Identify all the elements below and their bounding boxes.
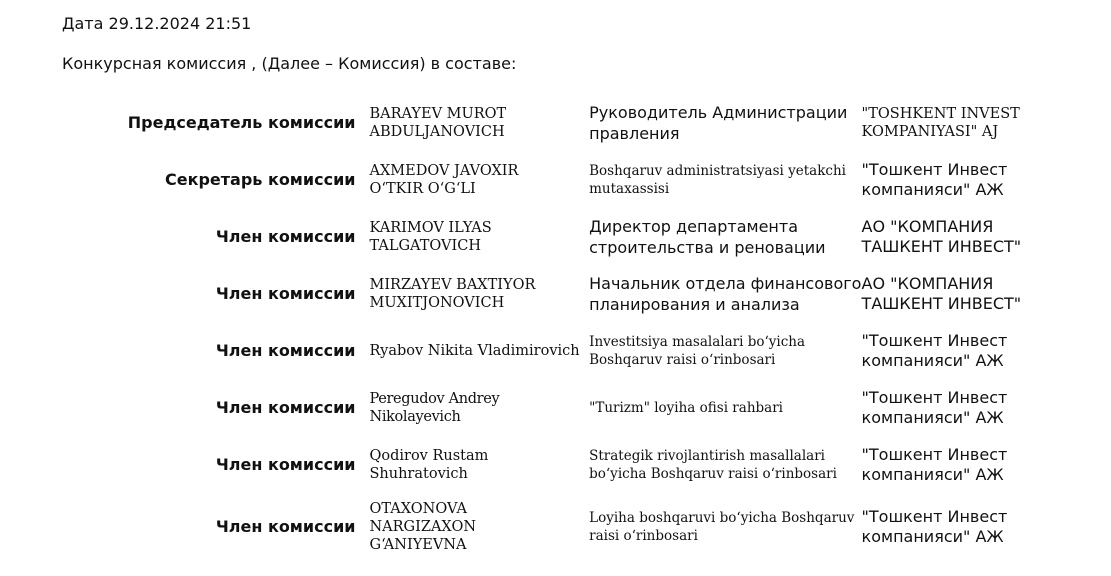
member-role: Член комиссии — [215, 284, 356, 303]
member-position: Investitsiya masalalari bo‘yicha Boshqaruv raisi o‘rinbosari — [589, 333, 806, 368]
member-organization: АО "КОМПАНИЯ ТАШКЕНТ ИНВЕСТ" — [861, 273, 1022, 313]
member-organization: "TOSHKENT INVEST KOMPANIYASI" AJ — [861, 105, 1020, 140]
member-position: "Turizm" loyiha ofisi rahbari — [589, 399, 783, 416]
member-row-secretary — [100, 151, 1111, 208]
member-role: Член комиссии — [215, 341, 356, 360]
member-organization: "Тошкент Инвест компанияси" АЖ — [861, 330, 1008, 370]
commission-intro: Конкурсная комиссия , (Далее – Комиссия) в составе: — [62, 54, 517, 73]
member-position: Руководитель Администрации правления — [589, 102, 848, 143]
member-position: Strategik rivojlantirish masallalari bo‘yicha Boshqaruv raisi o‘rinbosari — [589, 447, 837, 482]
member-name: BARAYEV MUROT ABDULJANOVICH — [369, 105, 507, 140]
member-row — [100, 322, 1111, 379]
member-role: Член комиссии — [215, 517, 356, 536]
member-organization: "Тошкент Инвест компанияси" АЖ — [861, 159, 1008, 199]
member-organization: "Тошкент Инвест компанияси" АЖ — [861, 506, 1008, 546]
member-row — [100, 265, 1111, 322]
member-role: Секретарь комиссии — [164, 170, 356, 189]
member-organization: "Тошкент Инвест компанияси" АЖ — [861, 444, 1008, 484]
member-name: Qodirov Rustam Shuhratovich — [369, 447, 489, 482]
member-name: OTAXONOVA NARGIZAXON G‘ANIYEVNA — [369, 500, 477, 553]
member-position: Директор департамента строительства и реновации — [589, 216, 826, 257]
member-role: Член комиссии — [215, 455, 356, 474]
member-name: KARIMOV ILYAS TALGATOVICH — [369, 219, 492, 254]
member-position: Boshqaruv administratsiyasi yetakchi mutaxassisi — [589, 162, 846, 197]
member-row — [100, 436, 1111, 493]
member-organization: АО "КОМПАНИЯ ТАШКЕНТ ИНВЕСТ" — [861, 216, 1022, 256]
document-date: Дата 29.12.2024 21:51 — [62, 14, 252, 33]
member-role: Член комиссии — [215, 398, 356, 417]
member-row — [100, 379, 1111, 436]
member-name: MIRZAYEV BAXTIYOR MUXITJONOVICH — [369, 276, 536, 311]
member-position: Начальник отдела финансового планирования и анализа — [589, 273, 862, 314]
member-name: AXMEDOV JAVOXIR O‘TKIR O‘G‘LI — [369, 162, 519, 197]
commission-members-table — [100, 94, 1111, 560]
member-row-chairman — [100, 94, 1111, 151]
member-name: Peregudov Andrey Nikolayevich — [369, 390, 500, 425]
member-name: Ryabov Nikita Vladimirovich — [369, 342, 580, 359]
member-position: Loyiha boshqaruvi bo‘yicha Boshqaruv raisi o‘rinbosari — [589, 509, 855, 544]
member-role: Член комиссии — [215, 227, 356, 246]
member-role: Председатель комиссии — [127, 113, 356, 132]
member-row — [100, 493, 1111, 560]
member-row — [100, 208, 1111, 265]
member-organization: "Тошкент Инвест компанияси" АЖ — [861, 387, 1008, 427]
